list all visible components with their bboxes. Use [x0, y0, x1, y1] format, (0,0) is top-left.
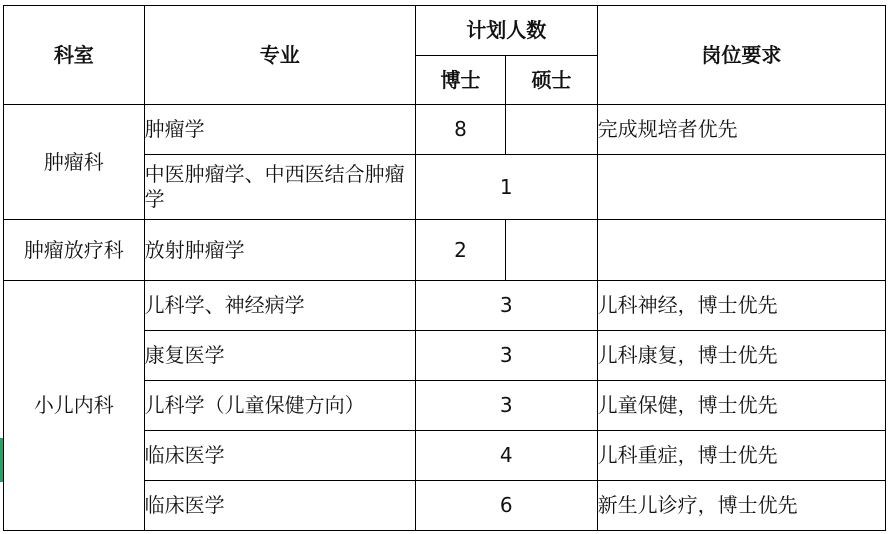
specialty-cell: 康复医学 [144, 331, 415, 381]
header-department: 科室 [4, 6, 145, 105]
table-row [4, 105, 886, 155]
header-doctor: 博士 [415, 56, 505, 105]
requirement-cell: 新生儿诊疗，博士优先 [597, 481, 885, 531]
specialty-cell: 放射肿瘤学 [144, 220, 415, 281]
combined-count-cell: 6 [415, 481, 597, 531]
requirement-cell: 完成规培者优先 [597, 105, 885, 155]
header-plan-count: 计划人数 [415, 6, 597, 56]
requirement-cell: 儿科神经，博士优先 [597, 281, 885, 331]
recruitment-table [3, 5, 886, 531]
department-cell: 肿瘤放疗科 [4, 220, 145, 281]
doctor-count-cell: 8 [415, 105, 505, 155]
combined-count-cell: 3 [415, 281, 597, 331]
requirement-cell [597, 155, 885, 220]
combined-count-cell: 1 [415, 155, 597, 220]
combined-count-cell: 3 [415, 381, 597, 431]
header-specialty: 专业 [144, 6, 415, 105]
table-row [4, 220, 886, 281]
combined-count-cell: 4 [415, 431, 597, 481]
header-requirements: 岗位要求 [597, 6, 885, 105]
requirement-cell: 儿科重症，博士优先 [597, 431, 885, 481]
header-row [4, 6, 886, 56]
requirement-cell: 儿童保健，博士优先 [597, 381, 885, 431]
specialty-cell: 临床医学 [144, 431, 415, 481]
table-row [4, 281, 886, 331]
requirement-cell: 儿科康复，博士优先 [597, 331, 885, 381]
specialty-cell: 儿科学、神经病学 [144, 281, 415, 331]
department-cell: 肿瘤科 [4, 105, 145, 220]
specialty-cell: 中医肿瘤学、中西医结合肿瘤学 [144, 155, 415, 220]
department-cell: 小儿内科 [4, 281, 145, 531]
master-count-cell [506, 220, 597, 281]
specialty-cell: 儿科学（儿童保健方向） [144, 381, 415, 431]
specialty-cell: 临床医学 [144, 481, 415, 531]
combined-count-cell: 3 [415, 331, 597, 381]
master-count-cell [506, 105, 597, 155]
header-master: 硕士 [506, 56, 597, 105]
doctor-count-cell: 2 [415, 220, 505, 281]
requirement-cell [597, 220, 885, 281]
specialty-cell: 肿瘤学 [144, 105, 415, 155]
